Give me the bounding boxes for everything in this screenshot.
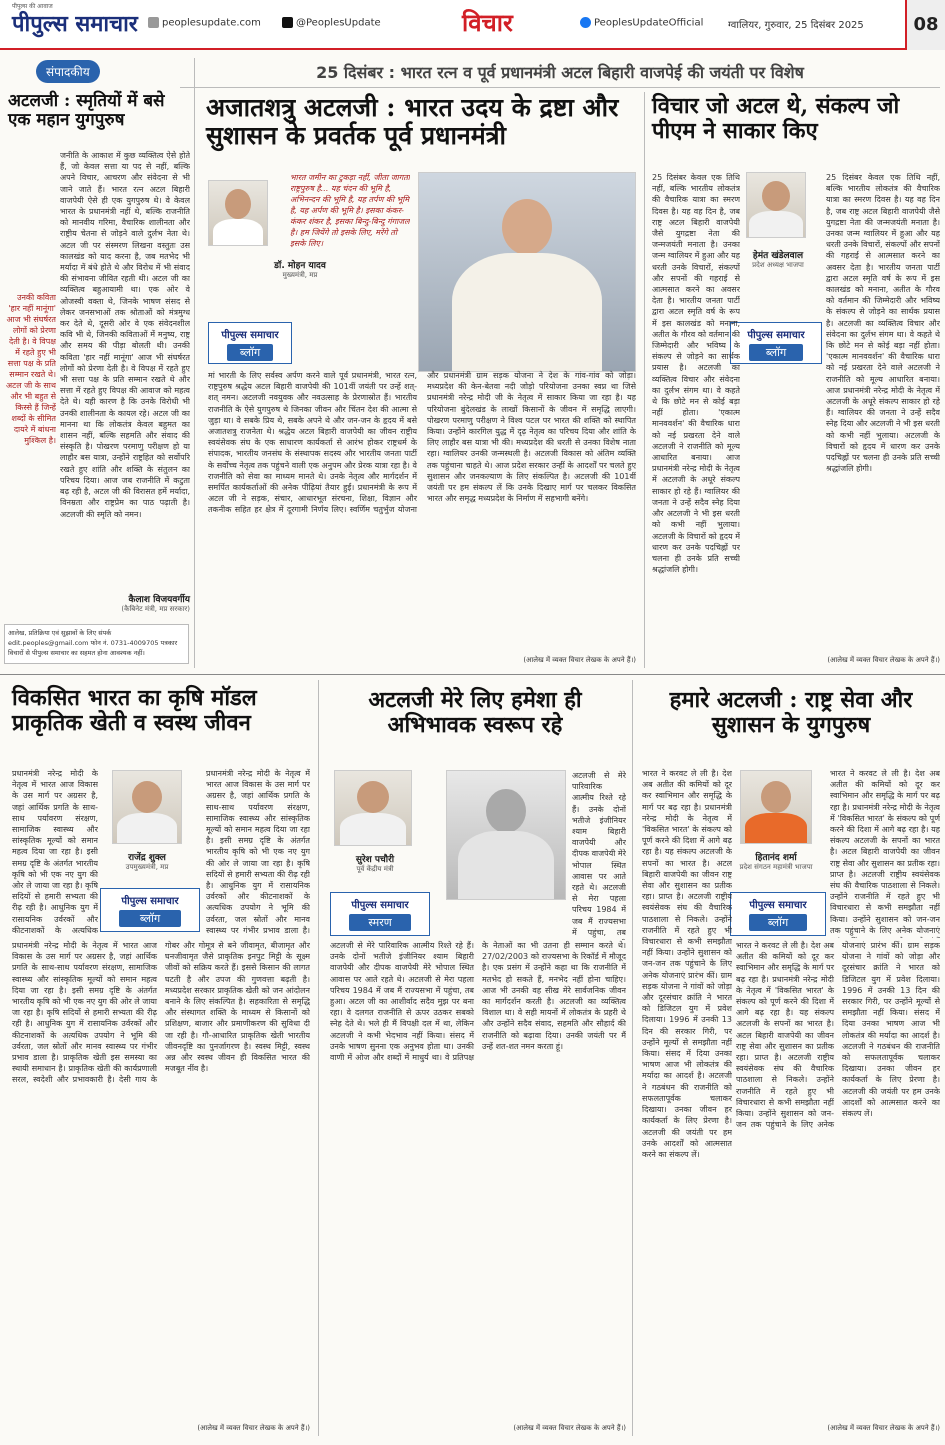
- article2-title: विचार जो अटल थे, संकल्प जो पीएम ने साकार किए: [652, 93, 900, 144]
- author-role: प्रदेश अध्यक्ष भाजपा: [752, 261, 804, 269]
- article5-body: भारत ने करवट ले ली है। देश अब अतीत की कमियों को दूर कर स्वाभिमान और समृद्धि के मार्ग पर बढ़ रहा है। प्रधानमंत्री नरेन्द्र मोदी के नेतृत्व में 'विकसित भारत' के संकल्प को पूर्ण करने की दिशा में आगे बढ़ रहा है। यह संकल्प अटलजी के सपनों का भारत है। अटल बिहारी वाजपेयी का जीवन राष्ट्र सेवा और सुशासन का प्रतीक रहा। प्राप्त है। अटलजी राष्ट्रीय स्वयंसेवक संघ की वैचारिक पाठशाला से निकले। उन्होंने राजनीति में रहते हुए भी विचारधारा से कभी समझौता नहीं किया। उन्होंने सुशासन को जन-जन तक पहुंचाने के लिए अनेक योजनाएं प्रारंभ कीं। ग्राम सड़क योजना ने गांवों को जोड़ा और दूरसंचार क्रांति ने भारत को डिजिटल युग में प्रवेश दिलाया। 1996 में उनकी 13 दिन की सरकार गिरी, पर उन्होंने मूल्यों से समझौता नहीं किया। संसद में दिया उनका भाषण आज भी लोकतंत्र की मर्यादा का आदर्श है। अटलजी ने गठबंधन की राजनीति को सफलतापूर्वक चलाकर दिखाया। उनका जीवन हर कार्यकर्ता के लिए प्रेरणा है। अटलजी की जयंती पर हम उनके आदर्शों को आत्मसात करने का संकल्प लें।: [736, 941, 940, 1130]
- editorial-body: जनीति के आकाश में कुछ व्यक्तित्व ऐसे होते हैं, जो केवल सत्ता या पद से नहीं, बल्कि अपने विचार, आचरण और संवेदना से भी जाने जाते हैं। भारत रत्न अटल बिहारी वाजपेयी ऐसे ही एक युगपुरुष थे। वे केवल भारत के प्रधानमंत्री नहीं थे, बल्कि राजनीति को मानवीय गरिमा, वैचारिक शालीनता और राष्ट्रीय चेतना से जोड़ने वाले दुर्लभ नेता थे। अटल जी पर संस्मरण लिखना वस्तुतः उस कालखंड को याद करना है, जब मतभेद भी मर्यादा में बंधे होते थे और विरोध में भी संवाद की संभावना जीवित रहती थी। अटल जी का व्यक्तित्व बहुआयामी था। एक ओर वे ओजस्वी वक्ता थे, जिनके भाषण संसद से लेकर जनसभाओं तक श्रोताओं को मंत्रमुग्ध कर देते थे, दूसरी ओर वे एक संवेदनशील कवि भी थे, जिनकी कविताओं में मनुष्य, राष्ट्र और समय की पीड़ा बोलती थी। उनकी कविता 'हार नहीं मानूंगा' आज भी संघर्षरत लोगों को प्रेरणा देती है। वे विपक्ष में रहते हुए भी सत्ता पक्ष के प्रति सम्मान रखते थे और सत्ता में रहते हुए विपक्ष की आवाज को महत्व देते थे। यही कारण है कि उनके विरोधी भी उनकी शालीनता के कायल रहे। अटल जी का मानना था कि लोकतंत्र केवल बहुमत का शासन नहीं, बल्कि सहमति और संवाद की संस्कृति है। पोखरण परमाणु परीक्षण हो या लाहौर बस यात्रा, उन्होंने राष्ट्रहित को सर्वोपरि रखते हुए शांति और शक्ति के संतुलन का परिचय दिया। आज जब राजनीति में कटुता बढ़ रही है, अटल जी की विरासत हमें मर्यादा, विनम्रता और राष्ट्रप्रेम का पाठ पढ़ाती है। अटलजी की स्मृति को नमन।: [60, 151, 190, 519]
- kurta-shape: [452, 253, 602, 372]
- author-role: पूर्व केंद्रीय मंत्री: [356, 865, 394, 873]
- face-shape: [486, 789, 526, 833]
- author-name: राजेंद्र शुक्ल: [128, 853, 166, 863]
- author-name: सुरेश पचौरी: [355, 855, 395, 865]
- blog-label: ब्लॉग: [749, 914, 807, 931]
- col-divider: [644, 92, 645, 668]
- atal-photo: [418, 172, 636, 372]
- face-shape: [762, 181, 790, 211]
- masthead: [0, 0, 945, 50]
- article4-disclaimer: (आलेख में व्यक्त विचार लेखक के अपने हैं।): [513, 1424, 626, 1432]
- twitter-text: @PeoplesUpdate: [296, 17, 381, 29]
- facebook-link[interactable]: [580, 17, 703, 29]
- globe-icon: [148, 17, 159, 28]
- article3-author: [102, 850, 192, 872]
- special-banner: 25 दिसंबर : भारत रत्न व पूर्व प्रधानमंत्री अटल बिहारी वाजपेई की जयंती पर विशेष: [180, 58, 940, 88]
- article3-body-lead: प्रधानमंत्री नरेन्द्र मोदी के नेतृत्व में भारत आज विकास के उस मार्ग पर अग्रसर है, जहां आर्थिक प्रगति के साथ-साथ पर्यावरण संरक्षण, सामाजिक स्वास्थ्य और सांस्कृतिक मूल्यों को समान महत्व दिया जा रहा है। इसी समग्र दृष्टि के अंतर्गत भारतीय कृषि को भी एक नए युग की ओर ले जाया जा रहा है। कृषि सदियों से हमारी सभ्यता की रीढ़ रही है। आधुनिक युग में रासायनिक उर्वरकों और कीटनाशकों के अत्यधिक: [12, 769, 98, 935]
- blog-brand: पीपुल्स समाचार: [351, 900, 409, 911]
- editorial-side-quote: उनकी कविता 'हार नहीं मानूंगा' आज भी संघर्षरत लोगों को प्रेरणा देती है। वे विपक्ष में रहते हुए भी सत्ता पक्ष के प्रति सम्मान रखते थे। अटल जी के साथ और भी बहुत से किस्से हैं जिन्हें शब्दों के सीमित दायरे में बांधना मुश्किल है।: [6, 293, 56, 445]
- blog-brand: पीपुल्स समाचार: [749, 900, 807, 911]
- author-photo-rajendra: [112, 770, 182, 844]
- article3-body: प्रधानमंत्री नरेन्द्र मोदी के नेतृत्व में भारत आज विकास के उस मार्ग पर अग्रसर है, जहां आर्थिक प्रगति के साथ-साथ पर्यावरण संरक्षण, सामाजिक स्वास्थ्य और सांस्कृतिक मूल्यों को समान महत्व दिया जा रहा है। इसी समग्र दृष्टि के अंतर्गत भारतीय कृषि को भी एक नए युग की ओर ले जाया जा रहा है। कृषि सदियों से हमारी सभ्यता की रीढ़ रही है। आधुनिक युग में रासायनिक उर्वरकों और कीटनाशकों के अत्यधिक उपयोग ने भूमि की उर्वरता, जल स्रोतों और मानव स्वास्थ्य पर गंभीर प्रभाव डाला है। प्राकृतिक खेती इस समस्या का स्थायी समाधान है। प्राकृतिक खेती की कार्यप्रणाली सरल, स्वदेशी और प्रभावकारी है। देसी गाय के गोबर और गोमूत्र से बने जीवामृत, बीजामृत और घनजीवामृत जैसे प्राकृतिक इनपुट मिट्टी के सूक्ष्म जीवों को सक्रिय करते हैं। इससे किसान की लागत घटती है और उपज की गुणवत्ता बढ़ती है। मध्यप्रदेश सरकार प्राकृतिक खेती को जन आंदोलन बनाने के लिए संकल्पित है। सहकारिता से समृद्धि और संस्थागत शक्ति के माध्यम से किसानों को प्रशिक्षण, बाजार और प्रमाणीकरण की सुविधा दी जा रही है। गौ-आधारित प्राकृतिक खेती भारतीय जीवनदृष्टि का पुनर्जागरण है। स्वस्थ मिट्टी, स्वस्थ अन्न और स्वस्थ जीवन ही विकसित भारत की मजबूत नींव है।: [12, 941, 310, 1085]
- article5-body-col1: भारत ने करवट ले ली है। देश अब अतीत की कमियों को दूर कर स्वाभिमान और समृद्धि के मार्ग पर बढ़ रहा है। प्रधानमंत्री नरेन्द्र मोदी के नेतृत्व में 'विकसित भारत' के संकल्प को पूर्ण करने की दिशा में आगे बढ़ रहा है। यह संकल्प अटलजी के सपनों का भारत है। अटल बिहारी वाजपेयी का जीवन राष्ट्र सेवा और सुशासन का प्रतीक रहा। प्राप्त है। अटलजी राष्ट्रीय स्वयंसेवक संघ की वैचारिक पाठशाला से निकले। उन्होंने राजनीति में रहते हुए भी विचारधारा से कभी समझौता नहीं किया। उन्होंने सुशासन को जन-जन तक पहुंचाने के लिए अनेक योजनाएं प्रारंभ कीं। ग्राम सड़क योजना ने गांवों को जोड़ा और दूरसंचार क्रांति ने भारत को डिजिटल युग में प्रवेश दिलाया। 1996 में उनकी 13 दिन की सरकार गिरी, पर उन्होंने मूल्यों से समझौता नहीं किया। संसद में दिया उनका भाषण आज भी लोकतंत्र की मर्यादा का आदर्श है। अटलजी ने गठबंधन की राजनीति को सफलतापूर्वक चलाकर दिखाया। उनका जीवन हर कार्यकर्ता के लिए प्रेरणा है। अटलजी की जयंती पर हम उनके आदर्शों को आत्मसात करने का संकल्प लें।: [642, 769, 732, 1159]
- author-role: प्रदेश संगठन महामंत्री भाजपा: [739, 863, 813, 871]
- blog-badge: [100, 888, 200, 932]
- blog-badge: [730, 322, 822, 364]
- blog-label: ब्लॉग: [227, 344, 273, 361]
- face-shape: [225, 189, 251, 219]
- article5-author: [728, 850, 824, 872]
- editorial-title: अटलजी : स्मृतियों में बसे एक महान युगपुरुष: [8, 91, 165, 131]
- author-name: हेमंत खंडेलवाल: [752, 251, 804, 261]
- shirt-shape: [749, 211, 803, 238]
- author-photo-hemant: [746, 172, 806, 238]
- author-role: मुख्यमंत्री, मप्र: [282, 271, 318, 279]
- author-photo-suresh: [334, 770, 412, 846]
- atal-photo-bw: [446, 770, 566, 900]
- author-name: डॉ. मोहन यादव: [274, 261, 326, 271]
- twitter-link[interactable]: [282, 17, 381, 29]
- editorial-tag: संपादकीय: [36, 60, 100, 83]
- article5-title: हमारे अटलजी : राष्ट्र सेवा और सुशासन के युगपुरुष: [669, 687, 913, 738]
- logo-tagline: पीपुल्स की आवाज: [12, 3, 53, 10]
- face-shape: [761, 781, 791, 813]
- author-photo-hitanand: [740, 770, 812, 844]
- editorial-signature: [60, 592, 190, 614]
- shirt-shape: [117, 813, 177, 844]
- blog-label: ब्लॉग: [119, 910, 181, 927]
- face-shape: [357, 781, 389, 813]
- article3-disclaimer: (आलेख में व्यक्त विचार लेखक के अपने हैं।): [197, 1424, 310, 1432]
- article5-disclaimer: (आलेख में व्यक्त विचार लेखक के अपने हैं।): [827, 1424, 940, 1432]
- article3-body-side: प्रधानमंत्री नरेन्द्र मोदी के नेतृत्व में भारत आज विकास के उस मार्ग पर अग्रसर है, जहां आर्थिक प्रगति के साथ-साथ पर्यावरण संरक्षण, सामाजिक स्वास्थ्य और सांस्कृतिक मूल्यों को समान महत्व दिया जा रहा है। इसी समग्र दृष्टि के अंतर्गत भारतीय कृषि को भी एक नए युग की ओर ले जाया जा रहा है। कृषि सदियों से हमारी सभ्यता की रीढ़ रही है। आधुनिक युग में रासायनिक उर्वरकों और कीटनाशकों के अत्यधिक उपयोग ने भूमि की उर्वरता, जल स्रोतों और मानव स्वास्थ्य पर गंभीर प्रभाव डाला है।: [206, 769, 310, 935]
- article1-poem: भारत जमीन का टुकड़ा नहीं, जीता जागता राष्ट्रपुरुष है... यह चंदन की भूमि है, अभिनन्दन की भूमि है, यह तर्पण की भूमि है, यह अर्पण की भूमि है। इसका कंकर-कंकर शंकर है, इसका बिन्दु-बिन्दु गंगाजल है। हम जियेंगे तो इसके लिए, मरेंगे तो इसके लिए।: [290, 173, 410, 248]
- article1-body: मां भारती के लिए सर्वस्व अर्पण करने वाले पूर्व प्रधानमंत्री, भारत रत्न, राष्ट्रपुरुष श्रद्धेय अटल बिहारी वाजपेयी की 101वीं जयंती पर उन्हें शत्-शत् नमन। अटलजी नवयुवक और नवउत्साह के प्रेरणास्रोत हैं। भारतीय राजनीति के ऐसे युगपुरुष थे जिनका जीवन और चिंतन देश की आत्मा से जुड़ा था। वे सबके प्रिय थे, सबके अपने थे और जन-जन के हृदय में बसे अजातशत्रु राजनेता थे। श्रद्धेय अटल बिहारी वाजपेयी का जीवन राष्ट्रीय स्वयंसेवक संघ के एक साधारण कार्यकर्ता से आरंभ होकर राष्ट्रधर्म के संपादक, भारतीय जनसंघ के संस्थापक सदस्य और भारतीय जनता पार्टी के सर्वोच्च नेतृत्व तक पहुंचने वाली एक अनुपम और प्रेरक यात्रा रहा है। वे राजनीति को सेवा का माध्यम मानते थे। उनके नेतृत्व और मार्गदर्शन में समर्पित कार्यकर्ताओं की अनेक पीढ़ियां तैयार हुईं। प्रधानमंत्री के रूप में अटल जी ने सड़क, संचार, आधारभूत संरचना, शिक्षा, विज्ञान और तकनीक सहित हर क्षेत्र में दूरगामी निर्णय लिए। स्वर्णिम चतुर्भुज योजना और प्रधानमंत्री ग्राम सड़क योजना ने देश के गांव-गांव को जोड़ा। मध्यप्रदेश की केन-बेतवा नदी जोड़ो परियोजना उनका स्वप्न था जिसे प्रधानमंत्री नरेन्द्र मोदी जी के नेतृत्व में साकार किया जा रहा है। यह परियोजना बुंदेलखंड के लाखों किसानों के जीवन में समृद्धि लाएगी। पोखरण परमाणु परीक्षण ने विश्व पटल पर भारत की शक्ति को स्थापित किया। उन्होंने कारगिल युद्ध में दृढ़ नेतृत्व का परिचय दिया और शांति के लिए लाहौर बस यात्रा भी की। मध्यप्रदेश की धरती से उनका विशेष नाता रहा। ग्वालियर उनकी जन्मस्थली है। अटलजी विकास को अंतिम व्यक्ति तक पहुंचाना चाहते थे। आज प्रदेश सरकार उन्हीं के आदर्शों पर चलते हुए सुशासन और जनकल्याण के लिए संकल्पित है। अटलजी की 101वीं जयंती पर हम संकल्प लें कि उनके दिखाए मार्ग पर चलकर विकसित भारत और समृद्ध मध्यप्रदेश के निर्माण में सहभागी बनेंगे।: [208, 371, 636, 515]
- blog-badge: [330, 892, 430, 936]
- page-number: 08: [905, 0, 945, 50]
- article1-disclaimer: (आलेख में व्यक्त विचार लेखक के अपने हैं।): [523, 656, 636, 664]
- col-divider: [632, 680, 633, 1436]
- signature-name: कैलाश विजयवर्गीय: [128, 595, 190, 605]
- article2-body-col2: 25 दिसंबर केवल एक तिथि नहीं, बल्कि भारतीय लोकतंत्र की वैचारिक यात्रा का स्मरण दिवस है। यह वह दिन है, जब राष्ट्र अटल बिहारी वाजपेयी जैसे युगद्रष्टा नेता की जन्मजयंती मनाता है। उनका जन्म ग्वालियर में हुआ और यह धरती उनके विचारों, संकल्पों और सपनों की गहराई से आत्मसात करने का अवसर देता है। भारतीय जनता पार्टी द्वारा अटल स्मृति वर्ष के रूप में इस कालखंड को मनाना, अतीत के गौरव को वर्तमान की जिम्मेदारी और भविष्य के संकल्प से जोड़ने का सार्थक प्रयास है। अटलजी का व्यक्तित्व विचार और संवेदना का दुर्लभ संगम था। वे कहते थे कि छोटे मन से कोई बड़ा नहीं होता। 'एकात्म मानववर्शन' की वैचारिक धारा को नई प्रखरता देने वाले अटलजी ने राजनीति को मूल्य आधारित बनाया। आज प्रधानमंत्री नरेन्द्र मोदी के नेतृत्व में अटलजी के अधूरे संकल्प साकार हो रहे हैं। ग्वालियर की जनता ने उन्हें सदैव स्नेह दिया और अटलजी ने भी इस धरती को कभी नहीं भुलाया। अटलजी के विचारों को हृदय में धारण कर उनके पदचिह्नों पर चलना ही उनके प्रति सच्ची श्रद्धांजलि होगी।: [826, 173, 940, 474]
- face-shape: [502, 199, 552, 255]
- article4-body: अटलजी से मेरे पारिवारिक आत्मीय रिश्ते रहे हैं। उनके दोनों भतीजे इंजीनियर श्याम बिहारी वाजपेयी और दीपक वाजपेयी मेरे भोपाल स्थित आवास पर आते रहते थे। अटलजी से मेरा पहला परिचय 1984 में जब मैं राज्यसभा में पहुंचा, तब हुआ। अटल जी का आशीर्वाद सदैव मुझ पर बना रहा। वे दलगत राजनीति से ऊपर उठकर सबको स्नेह देते थे। भले ही मैं विपक्षी दल में था, लेकिन अटलजी ने कभी भेदभाव नहीं किया। संसद में उनके भाषण सुनना एक अनुभव होता था। उनकी वाणी में ओज और शब्दों में माधुर्य था। वे प्रतिपक्ष के नेताओं का भी उतना ही सम्मान करते थे। 27/02/2003 को राज्यसभा के रिकॉर्ड में मौजूद है। एक प्रसंग में उन्होंने कहा था कि राजनीति में मतभेद हो सकते हैं, मनभेद नहीं होना चाहिए। आज भी उनकी वह सीख मेरे सार्वजनिक जीवन का मार्गदर्शन करती है। अटलजी का व्यक्तित्व विशाल था। वे सही मायनों में लोकतंत्र के प्रहरी थे और उन्होंने सदैव संवाद, सहमति और सौहार्द की राजनीति को बढ़ावा दिया। उनकी जयंती पर मैं उन्हें शत-शत नमन करता हूं।: [330, 941, 626, 1063]
- article2-body-col1: 25 दिसंबर केवल एक तिथि नहीं, बल्कि भारतीय लोकतंत्र की वैचारिक यात्रा का स्मरण दिवस है। यह वह दिन है, जब राष्ट्र अटल बिहारी वाजपेयी जैसे युगद्रष्टा नेता की जन्मजयंती मनाता है। उनका जन्म ग्वालियर में हुआ और यह धरती उनके विचारों, संकल्पों और सपनों की गहराई से आत्मसात करने का अवसर देता है। भारतीय जनता पार्टी द्वारा अटल स्मृति वर्ष के रूप में इस कालखंड को मनाना, अतीत के गौरव को वर्तमान की जिम्मेदारी और भविष्य के संकल्प से जोड़ने का सार्थक प्रयास है। अटलजी का व्यक्तित्व विचार और संवेदना का दुर्लभ संगम था। वे कहते थे कि छोटे मन से कोई बड़ा नहीं होता। 'एकात्म मानववर्शन' की वैचारिक धारा को नई प्रखरता देने वाले अटलजी ने राजनीति को मूल्य आधारित बनाया। आज प्रधानमंत्री नरेन्द्र मोदी के नेतृत्व में अटलजी के अधूरे संकल्प साकार हो रहे हैं। ग्वालियर की जनता ने उन्हें सदैव स्नेह दिया और अटलजी ने भी इस धरती को कभी नहीं भुलाया। अटलजी के विचारों को हृदय में धारण कर उनके पदचिह्नों पर चलना ही उनके प्रति सच्ची श्रद्धांजलि होगी।: [652, 173, 740, 575]
- fold-divider: [0, 674, 945, 675]
- col-divider: [194, 58, 195, 668]
- article2-author: [740, 248, 816, 270]
- blog-brand: पीपुल्स समाचार: [221, 330, 279, 341]
- article3-title: विकसित भारत का कृषि मॉडल प्राकृतिक खेती व स्वस्थ जीवन: [12, 685, 257, 736]
- x-icon: [282, 17, 293, 28]
- article4-body-side: अटलजी से मेरे पारिवारिक आत्मीय रिश्ते रहे हैं। उनके दोनों भतीजे इंजीनियर श्याम बिहारी वाजपेयी और दीपक वाजपेयी मेरे भोपाल स्थित आवास पर आते रहते थे। अटलजी से मेरा पहला परिचय 1984 में जब मैं राज्यसभा में पहुंचा, तब: [572, 771, 626, 937]
- author-role: उपमुख्यमंत्री, मप्र: [125, 863, 169, 871]
- article5-body-side: भारत ने करवट ले ली है। देश अब अतीत की कमियों को दूर कर स्वाभिमान और समृद्धि के मार्ग पर बढ़ रहा है। प्रधानमंत्री नरेन्द्र मोदी के नेतृत्व में 'विकसित भारत' के संकल्प को पूर्ण करने की दिशा में आगे बढ़ रहा है। यह संकल्प अटलजी के सपनों का भारत है। अटल बिहारी वाजपेयी का जीवन राष्ट्र सेवा और सुशासन का प्रतीक रहा। प्राप्त है। अटलजी राष्ट्रीय स्वयंसेवक संघ की वैचारिक पाठशाला से निकले। उन्होंने राजनीति में रहते हुए भी विचारधारा से कभी समझौता नहीं किया। उन्होंने सुशासन को जन-जन तक पहुंचाने के लिए अनेक योजनाएं: [830, 769, 940, 935]
- section-title: विचार: [462, 9, 513, 37]
- logo[interactable]: पीपुल्स समाचार: [12, 12, 138, 37]
- facebook-text: PeoplesUpdateOfficial: [594, 17, 704, 29]
- article4-title: अटलजी मेरे लिए हमेशा ही अभिभावक स्वरूप रहे: [368, 687, 582, 738]
- website-text: peoplesupdate.com: [162, 17, 261, 29]
- facebook-icon: [580, 17, 591, 28]
- face-shape: [132, 781, 162, 813]
- blog-brand: पीपुल्स समाचार: [121, 896, 179, 907]
- shirt-shape: [340, 813, 406, 846]
- shirt-shape: [213, 219, 263, 246]
- article2-disclaimer: (आलेख में व्यक्त विचार लेखक के अपने हैं।): [827, 656, 940, 664]
- blog-label: स्मरण: [349, 914, 411, 931]
- author-name: हितानंद शर्मा: [755, 853, 797, 863]
- col-divider: [318, 680, 319, 1436]
- article4-author: [330, 852, 420, 874]
- kurta-shape: [458, 831, 554, 900]
- shirt-shape: [745, 813, 807, 844]
- author-photo-mohan: [208, 180, 268, 246]
- blog-badge: [730, 892, 826, 936]
- website-link[interactable]: [148, 17, 261, 29]
- signature-role: (कैबिनेट मंत्री, मप्र सरकार): [121, 605, 190, 613]
- article1-title: अजातशत्रु अटलजी : भारत उदय के द्रष्टा और सुशासन के प्रवर्तक पूर्व प्रधानमंत्री: [206, 93, 619, 150]
- blog-label: ब्लॉग: [749, 344, 803, 361]
- editorial-footer: आलेख, प्रतिक्रिया एवं सुझावों के लिए संपर्क edit.peoples@gmail.com फोन नं. 0731-4009705 पत्रकार विचारों से पीपुल्स समाचार का सहमत होना आवश्यक नहीं।: [4, 624, 189, 664]
- dateline: ग्वालियर, गुरुवार, 25 दिसंबर 2025: [728, 20, 864, 31]
- blog-brand: पीपुल्स समाचार: [747, 330, 805, 341]
- blog-badge: [208, 322, 292, 364]
